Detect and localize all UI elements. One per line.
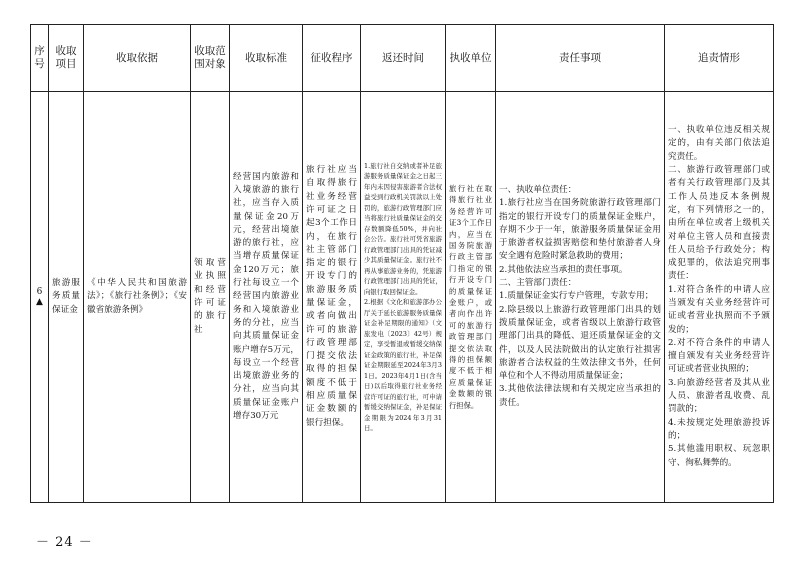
header-return-time: 返还时间 [361, 25, 446, 92]
cell-item: 旅游服务质量保证金 [49, 92, 84, 503]
header-item: 收取项目 [49, 25, 84, 92]
header-accountability: 追责情形 [665, 25, 774, 92]
cell-basis: 《中华人民共和国旅游法》；《旅行社条例》；《安徽省旅游条例》 [84, 92, 191, 503]
header-seq: 序号 [31, 25, 49, 92]
header-standard: 收取标准 [230, 25, 303, 92]
cell-accountability: 一、执收单位违反相关规定的，由有关部门依法追究责任。 二、旅游行政管理部门或者有关行政管理部门及其工作人员违反本条例规定，有下列情形之一的，由所在单位或者上级机关对单位主管人员和直接责任人员给予行政处分；构成犯罪的，依法追究刑事责任： 1.对符合条件的申请人应当颁发有关业务经营许可证或者营业执照而不予颁发的； 2.对不符合条件的申请人擅自颁发有关业务经营许可证或者营业执照的； 3.向旅游经营者及其从业人员、旅游者乱收费、乱罚款的； 4.未按规定处理旅游投诉的； 5.其他滥用职权、玩忽职守、徇私舞弊的。 [665, 92, 774, 503]
header-basis: 收取依据 [84, 25, 191, 92]
header-procedure: 征收程序 [303, 25, 361, 92]
page-number: － 24 － [36, 535, 93, 550]
header-unit: 执收单位 [446, 25, 496, 92]
cell-responsibility: 一、执收单位责任： 1.旅行社应当在国务院旅游行政管理部门指定的银行开设专门的质量保证金账户，存期不少于一年，旅游服务质量保证金用于旅游者权益损害赔偿和垫付旅游者人身安全遇有危险时紧急救助的费用； 2.其他依法应当承担的责任事项。 二、主管部门责任： 1.质量保证金实行专户管理，专款专用； 2.除县级以上旅游行政管理部门出具的划拨质量保证金，或者省级以上旅游行政管理部门出具的降低、退还质量保证金的文件，以及人民法院做出的认定旅行社损害旅游者合法权益的生效法律文书外，任何单位和个人不得动用质量保证金； 3.其他依法律法规和有关规定应当承担的责任。 [496, 92, 665, 503]
cell-standard: 经营国内旅游和入境旅游的旅行社，应当存入质量保证金20万元，经营出境旅游的旅行社，应当增存质量保证金120万元；旅行社每设立一个经营国内旅游业务和入境旅游业务的分社，应当向其质量保证金账户增存5万元，每设立一个经营出境旅游业务的分社，应当向其质量保证金账户增存30万元 [230, 92, 303, 503]
header-responsibility: 责任事项 [496, 25, 665, 92]
seq-number: 6 [36, 287, 43, 297]
cell-return-time: 1.旅行社自交纳或者补足旅游服务质量保证金之日起三年内未因侵害旅游者合法权益受到行政机关罚款以上处罚的，旅游行政管理部门应当将旅行社质量保证金的交存数额降低50%，并向社会公告。旅行社可凭省旅游行政管理部门出具的凭证减少其质量保证金。旅行社不再从事旅游业务的，凭旅游行政管理部门出具的凭证，向银行取回保证金。 2.根据《文化和旅游部办公厅关于延长旅游服务质量保证金补足期限的通知》（文旅发电〔2023〕42号）规定，享受暂退或暂缓交纳保证金政策的旅行社，补足保证金期限延至2024年3月31日。2023年4月1日(含当日)以后取得旅行社业务经营许可证的旅行社，可申请暂缓交纳保证金，补足保证金期限为2024年3月31日。 [361, 92, 446, 503]
cell-procedure: 旅行社应当自取得旅行社业务经营许可证之日起3个工作日内，在旅行社主管部门指定的银行开设专门的旅游服务质量保证金，或者向做出许可的旅游行政管理部门提交依法取得的担保额度不低于相应质量保证金数额的银行担保。 [303, 92, 361, 503]
fee-table [30, 24, 774, 503]
header-row [31, 25, 774, 92]
cell-unit: 旅行社在取得旅行社业务经营许可证3个工作日内，应当在国务院旅游行政主管部门指定的银行开设专门的质量保证金账户，或者向作出许可的旅游行政管理部门提交依法取得的担保额度不低于相应质量保证金数额的银行担保。 [446, 92, 496, 503]
header-scope: 收取范围对象 [191, 25, 230, 92]
cell-scope: 领取营业执照和经营许可证的旅行社 [191, 92, 230, 503]
seq-mark: ▲ [36, 297, 43, 307]
table-row [31, 92, 774, 503]
cell-seq [31, 92, 49, 503]
